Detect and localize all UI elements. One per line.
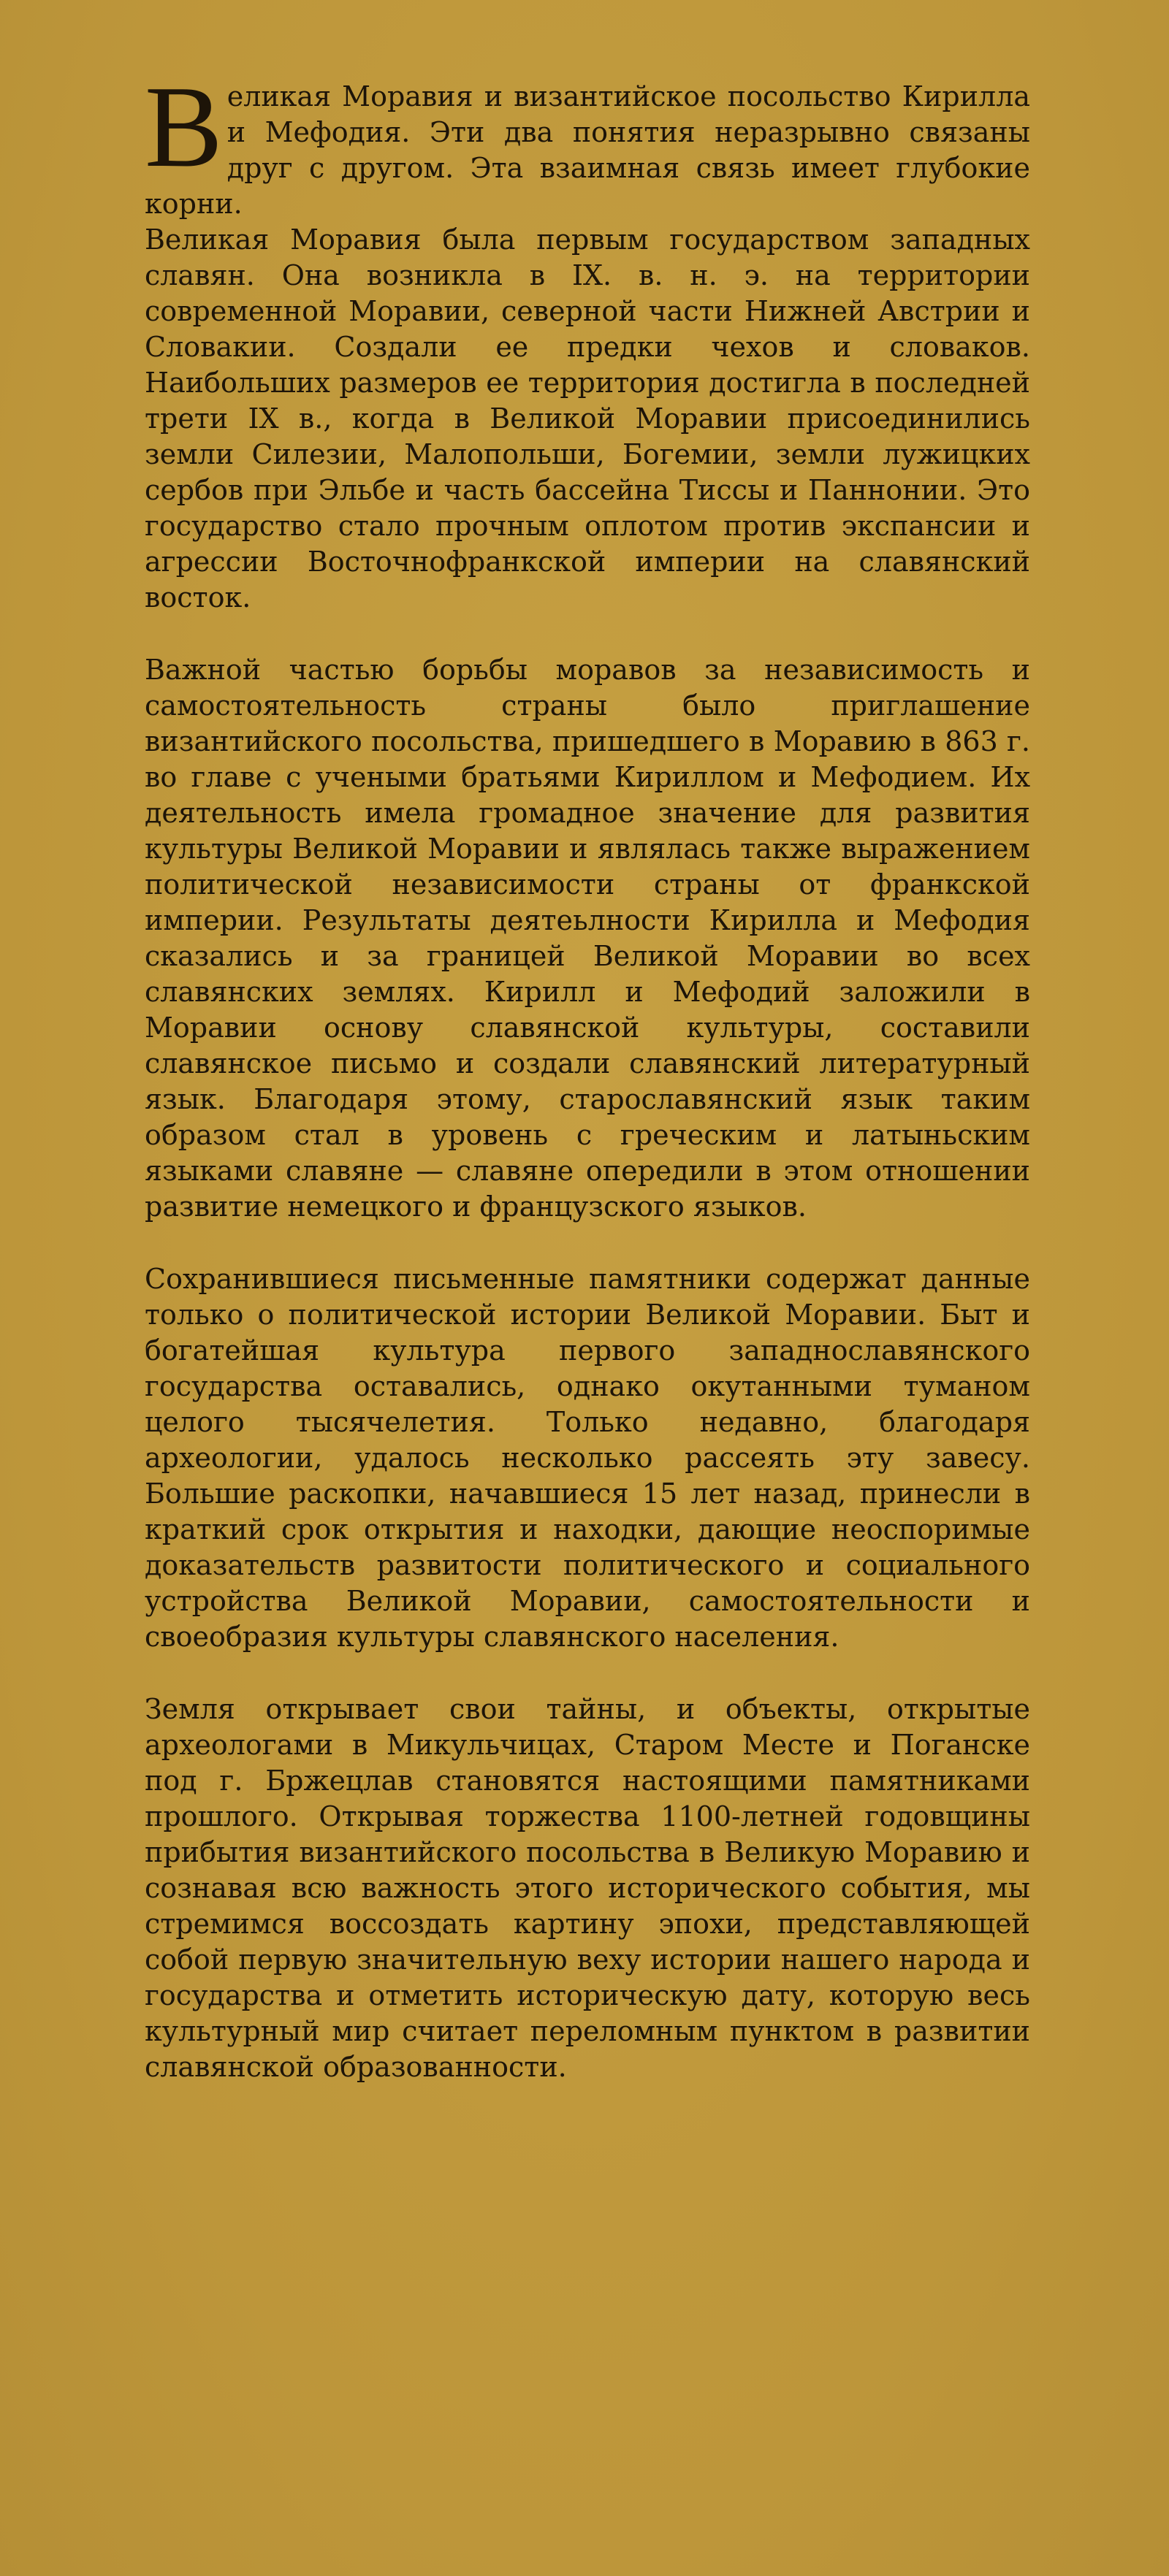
paragraph-intro-text: еликая Моравия и византийское посольство Кирилла и Мефодия. Эти два понятия неразрывно связаны друг с другом. Эта взаимная связь имеет глубокие корни. xyxy=(145,80,1030,220)
paragraph-gap xyxy=(145,1671,1030,1692)
article-text xyxy=(145,61,1030,2101)
paragraph-gap xyxy=(145,1241,1030,1261)
paragraph-great-moravia: Великая Моравия была первым государством западных славян. Она возникла в IX. в. н. э. на территории современной Моравии, северной части Нижней Австрии и Словакии. Создали ее предки чехов и словаков. Наибольших размеров ее территория достигла в последней трети IX в., когда в Великой Моравии присоединились земли Силезии, Малопольши, Богемии, земли лужицких сербов при Эльбе и часть бассейна Тиссы и Паннонии. Это государство стало прочным оплотом против экспансии и агрессии Восточнофранкской империи на славянский восток. xyxy=(145,223,1030,614)
paragraph-intro xyxy=(145,61,1030,222)
paragraph-gap xyxy=(145,632,1030,652)
paragraph-anniversary: Земля открывает свои тайны, и объекты, открытые археологами в Микульчицах, Старом Месте и Поганске под г. Бржецлав становятся настоящими памятниками прошлого. Открывая торжества 1100-летней годовщины прибытия византийского посольства в Великую Моравию и сознавая всю важность этого исторического события, мы стремимся воссоздать картину эпохи, представляющей собой первую значительную веху истории нашего народа и государства и отметить историческую дату, которую весь культурный мир считает переломным пунктом в развитии славянской образованности. xyxy=(145,1693,1030,2083)
drop-cap-letter: В xyxy=(145,61,223,191)
paragraph-archaeology: Сохранившиеся письменные памятники содержат данные только о политической истории Великой Моравии. Быт и богатейшая культура первого западнославянского государства оставались, однако окутанными туманом целого тысячелетия. Только недавно, благодаря археологии, удалось несколько рассеять эту завесу. Большие раскопки, начавшиеся 15 лет назад, принесли в краткий срок открытия и находки, дающие неоспоримые доказательств развитости политического и социального устройства Великой Моравии, самостоятельности и своеобразия культуры славянского населения. xyxy=(145,1263,1030,1653)
paragraph-byzantine-mission: Важной частью борьбы моравов за независимость и самостоятельность страны было приглашение византийского посольства, пришедшего в Моравию в 863 г. во главе с учеными братьями Кириллом и Мефодием. Их деятельность имела громадное значение для развития культуры Великой Моравии и являлась также выражением политической независимости страны от франкской империи. Результаты деятеьлности Кирилла и Мефодия сказались и за границей Великой Моравии во всех славянских землях. Кирилл и Мефодий заложили в Моравии основу славянской культуры, составили славянское письмо и создали славянский литературный язык. Благодаря этому, старославянский язык таким образом стал в уровень с греческим и латыньским языками славяне — славяне опередили в этом отношении развитие немецкого и французского языков. xyxy=(145,654,1030,1223)
